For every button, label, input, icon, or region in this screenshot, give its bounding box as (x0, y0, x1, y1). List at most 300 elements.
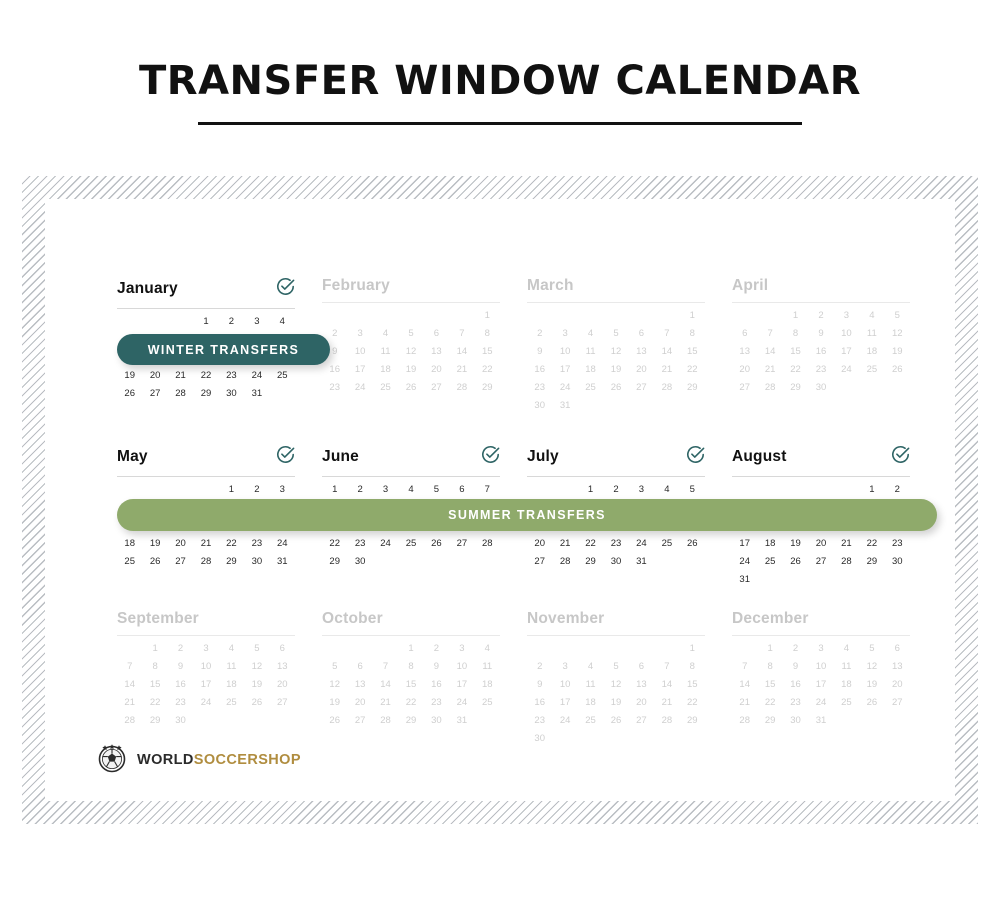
day-cell[interactable]: 26 (891, 364, 903, 375)
day-cell[interactable]: 28 (739, 715, 750, 726)
day-cell[interactable]: 18 (124, 538, 135, 549)
day-cell[interactable]: 25 (124, 556, 135, 567)
day-cell[interactable]: 14 (661, 346, 673, 357)
day-cell[interactable]: 2 (537, 661, 543, 672)
day-cell[interactable]: 18 (764, 538, 776, 549)
day-cell[interactable]: 8 (484, 328, 490, 339)
day-cell[interactable]: 25 (226, 697, 237, 708)
day-cell[interactable]: 17 (559, 364, 571, 375)
day-cell[interactable]: 23 (534, 382, 545, 393)
day-cell[interactable]: 11 (585, 679, 596, 690)
day-cell[interactable]: 20 (636, 697, 647, 708)
day-cell[interactable]: 30 (226, 388, 237, 399)
day-cell[interactable]: 29 (790, 382, 801, 393)
day-cell[interactable]: 3 (459, 643, 465, 654)
day-cell[interactable]: 27 (636, 382, 647, 393)
day-cell[interactable]: 17 (354, 364, 366, 375)
day-cell[interactable]: 19 (790, 538, 801, 549)
day-cell[interactable]: 8 (689, 328, 695, 339)
day-cell[interactable]: 2 (537, 328, 543, 339)
day-cell[interactable]: 3 (562, 328, 568, 339)
day-cell[interactable]: 9 (792, 661, 799, 672)
day-cell[interactable]: 29 (405, 715, 417, 726)
day-cell[interactable]: 22 (149, 697, 161, 708)
day-cell[interactable]: 4 (382, 328, 389, 339)
day-cell[interactable]: 28 (124, 715, 135, 726)
day-cell[interactable]: 25 (585, 715, 596, 726)
day-cell[interactable]: 25 (380, 382, 391, 393)
day-cell[interactable]: 26 (405, 382, 417, 393)
day-cell[interactable]: 25 (481, 697, 493, 708)
day-cell[interactable]: 27 (431, 382, 442, 393)
day-cell[interactable]: 4 (279, 316, 285, 327)
day-cell[interactable]: 2 (792, 643, 799, 654)
day-cell[interactable]: 25 (866, 364, 878, 375)
day-cell[interactable]: 21 (559, 538, 571, 549)
day-cell[interactable]: 2 (818, 310, 824, 321)
day-cell[interactable]: 27 (354, 715, 366, 726)
day-cell[interactable]: 29 (686, 382, 698, 393)
day-cell[interactable]: 13 (891, 661, 903, 672)
day-cell[interactable]: 23 (891, 538, 903, 549)
day-cell[interactable]: 1 (792, 310, 799, 321)
day-cell[interactable]: 20 (149, 370, 161, 381)
day-cell[interactable]: 6 (279, 643, 285, 654)
day-cell[interactable]: 21 (124, 697, 135, 708)
day-cell[interactable]: 24 (380, 538, 391, 549)
day-cell[interactable]: 2 (613, 484, 619, 495)
day-cell[interactable]: 2 (357, 484, 363, 495)
day-cell[interactable]: 10 (559, 346, 571, 357)
day-cell[interactable]: 13 (431, 346, 442, 357)
day-cell[interactable]: 17 (456, 679, 468, 690)
day-cell[interactable]: 20 (815, 538, 827, 549)
day-cell[interactable]: 7 (484, 484, 490, 495)
day-cell[interactable]: 5 (689, 484, 695, 495)
day-cell[interactable]: 26 (686, 538, 698, 549)
day-cell[interactable]: 5 (332, 661, 338, 672)
day-cell[interactable]: 26 (251, 697, 263, 708)
day-cell[interactable]: 11 (841, 661, 852, 672)
day-cell[interactable]: 7 (382, 661, 389, 672)
day-cell[interactable]: 10 (815, 661, 827, 672)
day-cell[interactable]: 10 (456, 661, 468, 672)
day-cell[interactable]: 1 (484, 310, 490, 321)
day-cell[interactable]: 1 (203, 316, 209, 327)
day-cell[interactable]: 25 (276, 370, 288, 381)
day-cell[interactable]: 1 (408, 643, 414, 654)
day-cell[interactable]: 20 (636, 364, 647, 375)
day-cell[interactable]: 24 (559, 715, 571, 726)
day-cell[interactable]: 4 (408, 484, 414, 495)
day-cell[interactable]: 31 (815, 715, 827, 726)
day-cell[interactable]: 24 (841, 364, 852, 375)
day-cell[interactable]: 13 (636, 346, 647, 357)
day-cell[interactable]: 9 (537, 346, 543, 357)
day-cell[interactable]: 9 (537, 679, 543, 690)
day-cell[interactable]: 8 (152, 661, 158, 672)
day-cell[interactable]: 28 (661, 715, 673, 726)
day-cell[interactable]: 29 (149, 715, 161, 726)
day-cell[interactable]: 30 (534, 400, 545, 411)
day-cell[interactable]: 10 (200, 661, 212, 672)
day-cell[interactable]: 18 (481, 679, 493, 690)
day-cell[interactable]: 29 (866, 556, 878, 567)
day-cell[interactable]: 7 (127, 661, 133, 672)
day-cell[interactable]: 26 (149, 556, 161, 567)
day-cell[interactable]: 18 (585, 697, 596, 708)
day-cell[interactable]: 20 (739, 364, 750, 375)
day-cell[interactable]: 9 (818, 328, 824, 339)
day-cell[interactable]: 28 (661, 382, 673, 393)
day-cell[interactable]: 28 (175, 388, 186, 399)
day-cell[interactable]: 12 (251, 661, 263, 672)
day-cell[interactable]: 31 (636, 556, 647, 567)
day-cell[interactable]: 12 (866, 661, 878, 672)
day-cell[interactable]: 1 (869, 484, 875, 495)
day-cell[interactable]: 23 (815, 364, 827, 375)
day-cell[interactable]: 3 (562, 661, 568, 672)
day-cell[interactable]: 21 (175, 370, 186, 381)
month-february[interactable] (322, 277, 527, 445)
day-cell[interactable]: 22 (481, 364, 493, 375)
day-cell[interactable]: 22 (405, 697, 417, 708)
day-cell[interactable]: 12 (610, 346, 622, 357)
day-cell[interactable]: 3 (638, 484, 645, 495)
day-cell[interactable]: 4 (587, 328, 594, 339)
day-cell[interactable]: 6 (638, 328, 645, 339)
day-cell[interactable]: 19 (405, 364, 417, 375)
day-cell[interactable]: 21 (456, 364, 468, 375)
day-cell[interactable]: 28 (841, 556, 852, 567)
month-march[interactable] (527, 277, 732, 445)
day-cell[interactable]: 4 (587, 661, 594, 672)
day-cell[interactable]: 1 (689, 310, 695, 321)
day-cell[interactable]: 23 (790, 697, 801, 708)
day-cell[interactable]: 31 (251, 388, 263, 399)
day-cell[interactable]: 12 (405, 346, 417, 357)
day-cell[interactable]: 1 (152, 643, 158, 654)
day-cell[interactable]: 22 (686, 697, 698, 708)
day-cell[interactable]: 4 (869, 310, 875, 321)
day-cell[interactable]: 30 (251, 556, 263, 567)
brand-logo[interactable] (95, 740, 301, 779)
day-cell[interactable]: 27 (815, 556, 827, 567)
day-cell[interactable]: 10 (354, 346, 366, 357)
day-cell[interactable]: 26 (866, 697, 878, 708)
day-cell[interactable]: 26 (124, 388, 135, 399)
day-cell[interactable]: 16 (534, 364, 545, 375)
day-cell[interactable]: 22 (226, 538, 237, 549)
day-cell[interactable]: 20 (276, 679, 288, 690)
day-cell[interactable]: 17 (200, 679, 212, 690)
day-cell[interactable]: 7 (767, 328, 773, 339)
day-cell[interactable]: 1 (332, 484, 338, 495)
day-cell[interactable]: 24 (815, 697, 827, 708)
day-cell[interactable]: 25 (841, 697, 852, 708)
day-cell[interactable]: 20 (354, 697, 366, 708)
day-cell[interactable]: 27 (149, 388, 161, 399)
day-cell[interactable]: 22 (790, 364, 801, 375)
day-cell[interactable]: 27 (891, 697, 903, 708)
day-cell[interactable]: 16 (815, 346, 827, 357)
day-cell[interactable]: 27 (276, 697, 288, 708)
day-cell[interactable]: 8 (767, 661, 773, 672)
day-cell[interactable]: 27 (175, 556, 186, 567)
day-cell[interactable]: 23 (354, 538, 366, 549)
day-cell[interactable]: 19 (329, 697, 340, 708)
day-cell[interactable]: 4 (664, 484, 670, 495)
day-cell[interactable]: 11 (585, 346, 596, 357)
day-cell[interactable]: 20 (175, 538, 186, 549)
month-december[interactable] (732, 610, 937, 770)
day-cell[interactable]: 18 (866, 346, 878, 357)
day-cell[interactable]: 6 (638, 661, 645, 672)
day-cell[interactable]: 5 (869, 643, 875, 654)
day-cell[interactable]: 7 (664, 328, 670, 339)
day-cell[interactable]: 30 (175, 715, 186, 726)
day-cell[interactable]: 21 (380, 697, 391, 708)
day-cell[interactable]: 21 (739, 697, 750, 708)
day-cell[interactable]: 8 (408, 661, 414, 672)
day-cell[interactable]: 2 (254, 484, 260, 495)
day-cell[interactable]: 3 (254, 316, 260, 327)
day-cell[interactable]: 16 (329, 364, 340, 375)
day-cell[interactable]: 17 (815, 679, 827, 690)
day-cell[interactable]: 18 (226, 679, 237, 690)
day-cell[interactable]: 13 (354, 679, 366, 690)
day-cell[interactable]: 22 (329, 538, 340, 549)
day-cell[interactable]: 6 (459, 484, 465, 495)
day-cell[interactable]: 13 (739, 346, 750, 357)
day-cell[interactable]: 25 (585, 382, 596, 393)
day-cell[interactable]: 18 (380, 364, 391, 375)
day-cell[interactable]: 15 (405, 679, 417, 690)
day-cell[interactable]: 30 (610, 556, 622, 567)
day-cell[interactable]: 21 (841, 538, 852, 549)
day-cell[interactable]: 14 (739, 679, 750, 690)
day-cell[interactable]: 27 (636, 715, 647, 726)
day-cell[interactable]: 3 (279, 484, 285, 495)
day-cell[interactable]: 23 (226, 370, 237, 381)
day-cell[interactable]: 19 (891, 346, 903, 357)
day-cell[interactable]: 3 (818, 643, 824, 654)
day-cell[interactable]: 18 (585, 364, 596, 375)
day-cell[interactable]: 22 (585, 538, 596, 549)
day-cell[interactable]: 14 (661, 679, 673, 690)
day-cell[interactable]: 17 (739, 538, 750, 549)
day-cell[interactable]: 24 (354, 382, 366, 393)
day-cell[interactable]: 22 (686, 364, 698, 375)
day-cell[interactable]: 5 (613, 661, 619, 672)
day-cell[interactable]: 3 (843, 310, 850, 321)
day-cell[interactable]: 26 (610, 382, 622, 393)
day-cell[interactable]: 24 (456, 697, 468, 708)
day-cell[interactable]: 15 (686, 679, 698, 690)
day-cell[interactable]: 28 (559, 556, 571, 567)
day-cell[interactable]: 31 (559, 400, 571, 411)
day-cell[interactable]: 5 (433, 484, 440, 495)
day-cell[interactable]: 21 (661, 697, 673, 708)
day-cell[interactable]: 5 (408, 328, 414, 339)
day-cell[interactable]: 4 (843, 643, 850, 654)
day-cell[interactable]: 27 (456, 538, 468, 549)
day-cell[interactable]: 30 (354, 556, 366, 567)
day-cell[interactable]: 2 (433, 643, 440, 654)
day-cell[interactable]: 19 (251, 679, 263, 690)
day-cell[interactable]: 17 (559, 697, 571, 708)
day-cell[interactable]: 24 (559, 382, 571, 393)
day-cell[interactable]: 7 (742, 661, 748, 672)
day-cell[interactable]: 27 (534, 556, 545, 567)
day-cell[interactable]: 17 (841, 346, 852, 357)
day-cell[interactable]: 28 (456, 382, 468, 393)
day-cell[interactable]: 14 (456, 346, 468, 357)
day-cell[interactable]: 9 (332, 346, 338, 357)
day-cell[interactable]: 10 (559, 679, 571, 690)
day-cell[interactable]: 30 (790, 715, 801, 726)
day-cell[interactable]: 5 (254, 643, 260, 654)
day-cell[interactable]: 15 (790, 346, 801, 357)
day-cell[interactable]: 4 (484, 643, 490, 654)
day-cell[interactable]: 3 (357, 328, 363, 339)
day-cell[interactable]: 26 (431, 538, 442, 549)
day-cell[interactable]: 2 (332, 328, 338, 339)
day-cell[interactable]: 26 (790, 556, 801, 567)
day-cell[interactable]: 24 (251, 370, 263, 381)
day-cell[interactable]: 28 (481, 538, 493, 549)
day-cell[interactable]: 11 (226, 661, 237, 672)
day-cell[interactable]: 20 (431, 364, 442, 375)
day-cell[interactable]: 31 (276, 556, 288, 567)
month-april[interactable] (732, 277, 937, 445)
day-cell[interactable]: 23 (175, 697, 186, 708)
day-cell[interactable]: 29 (481, 382, 493, 393)
day-cell[interactable]: 29 (686, 715, 698, 726)
day-cell[interactable]: 3 (203, 643, 209, 654)
day-cell[interactable]: 23 (610, 538, 622, 549)
day-cell[interactable]: 11 (482, 661, 493, 672)
month-october[interactable] (322, 610, 527, 770)
day-cell[interactable]: 16 (431, 679, 442, 690)
day-cell[interactable]: 24 (636, 538, 647, 549)
day-cell[interactable]: 19 (149, 538, 161, 549)
day-cell[interactable]: 24 (276, 538, 288, 549)
day-cell[interactable]: 15 (481, 346, 493, 357)
day-cell[interactable]: 23 (431, 697, 442, 708)
day-cell[interactable]: 2 (228, 316, 235, 327)
day-cell[interactable]: 16 (790, 679, 801, 690)
day-cell[interactable]: 13 (276, 661, 288, 672)
day-cell[interactable]: 30 (534, 733, 545, 744)
day-cell[interactable]: 24 (739, 556, 750, 567)
day-cell[interactable]: 6 (894, 643, 900, 654)
day-cell[interactable]: 19 (610, 697, 622, 708)
day-cell[interactable]: 8 (689, 661, 695, 672)
day-cell[interactable]: 20 (891, 679, 903, 690)
day-cell[interactable]: 12 (891, 328, 903, 339)
day-cell[interactable]: 21 (764, 364, 776, 375)
day-cell[interactable]: 23 (534, 715, 545, 726)
day-cell[interactable]: 2 (894, 484, 900, 495)
day-cell[interactable]: 8 (792, 328, 799, 339)
day-cell[interactable]: 23 (251, 538, 263, 549)
day-cell[interactable]: 16 (175, 679, 186, 690)
day-cell[interactable]: 19 (866, 679, 878, 690)
day-cell[interactable]: 9 (433, 661, 440, 672)
day-cell[interactable]: 27 (739, 382, 750, 393)
day-cell[interactable]: 1 (767, 643, 773, 654)
day-cell[interactable]: 23 (329, 382, 340, 393)
day-cell[interactable]: 15 (686, 346, 698, 357)
day-cell[interactable]: 15 (764, 679, 776, 690)
day-cell[interactable]: 14 (380, 679, 391, 690)
day-cell[interactable]: 1 (228, 484, 235, 495)
day-cell[interactable]: 9 (177, 661, 184, 672)
day-cell[interactable]: 7 (664, 661, 670, 672)
day-cell[interactable]: 29 (764, 715, 776, 726)
day-cell[interactable]: 24 (200, 697, 212, 708)
day-cell[interactable]: 19 (610, 364, 622, 375)
day-cell[interactable]: 14 (764, 346, 776, 357)
day-cell[interactable]: 20 (534, 538, 545, 549)
day-cell[interactable]: 6 (742, 328, 748, 339)
day-cell[interactable]: 22 (764, 697, 776, 708)
month-november[interactable] (527, 610, 732, 770)
day-cell[interactable]: 7 (459, 328, 465, 339)
day-cell[interactable]: 1 (587, 484, 594, 495)
day-cell[interactable]: 26 (329, 715, 340, 726)
day-cell[interactable]: 22 (200, 370, 212, 381)
day-cell[interactable]: 25 (661, 538, 673, 549)
day-cell[interactable]: 30 (891, 556, 903, 567)
day-cell[interactable]: 30 (431, 715, 442, 726)
day-cell[interactable]: 21 (200, 538, 212, 549)
day-cell[interactable]: 31 (456, 715, 468, 726)
day-cell[interactable]: 6 (433, 328, 440, 339)
day-cell[interactable]: 2 (177, 643, 184, 654)
day-cell[interactable]: 1 (689, 643, 695, 654)
day-cell[interactable]: 22 (866, 538, 878, 549)
day-cell[interactable]: 28 (764, 382, 776, 393)
day-cell[interactable]: 28 (380, 715, 391, 726)
day-cell[interactable]: 10 (841, 328, 852, 339)
day-cell[interactable]: 29 (329, 556, 340, 567)
day-cell[interactable]: 11 (380, 346, 391, 357)
day-cell[interactable]: 6 (357, 661, 363, 672)
day-cell[interactable]: 11 (866, 328, 877, 339)
day-cell[interactable]: 29 (200, 388, 212, 399)
day-cell[interactable]: 14 (124, 679, 135, 690)
day-cell[interactable]: 25 (764, 556, 776, 567)
day-cell[interactable]: 19 (124, 370, 135, 381)
day-cell[interactable]: 12 (329, 679, 340, 690)
day-cell[interactable]: 15 (149, 679, 161, 690)
day-cell[interactable]: 5 (613, 328, 619, 339)
day-cell[interactable]: 26 (610, 715, 622, 726)
day-cell[interactable]: 13 (636, 679, 647, 690)
day-cell[interactable]: 5 (894, 310, 900, 321)
day-cell[interactable]: 31 (739, 574, 750, 585)
day-cell[interactable]: 18 (841, 679, 852, 690)
day-cell[interactable]: 21 (661, 364, 673, 375)
day-cell[interactable]: 29 (585, 556, 596, 567)
day-cell[interactable]: 30 (815, 382, 827, 393)
day-cell[interactable]: 12 (610, 679, 622, 690)
day-cell[interactable]: 4 (228, 643, 235, 654)
day-cell[interactable]: 29 (226, 556, 237, 567)
day-cell[interactable]: 25 (405, 538, 417, 549)
